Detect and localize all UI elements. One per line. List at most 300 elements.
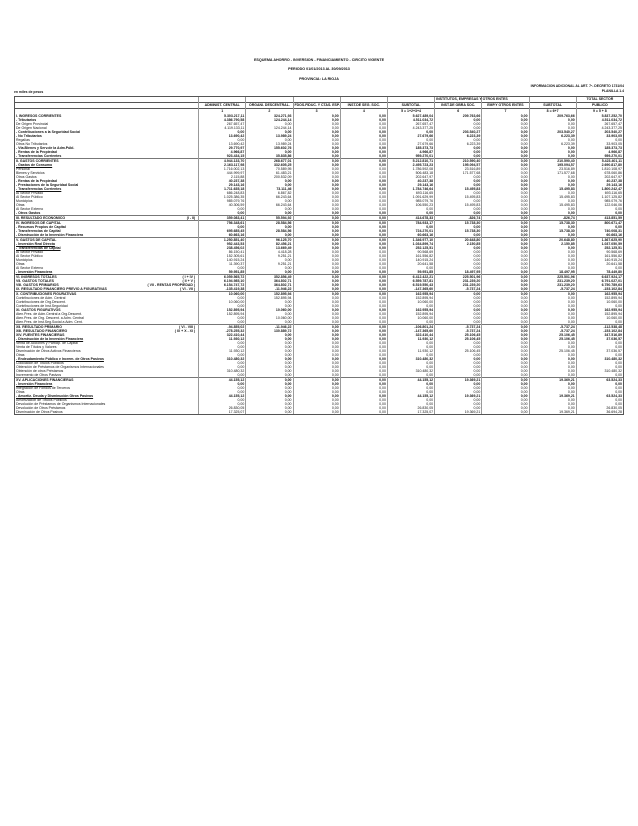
- value-cell: 0,00: [482, 270, 529, 275]
- value-cell: 28.584,56: [246, 221, 293, 226]
- value-cell: 0,00: [246, 233, 293, 238]
- value-cell: 0,00: [340, 179, 387, 183]
- value-cell: 200.532,09: [246, 175, 293, 179]
- value-cell: 0,00: [293, 211, 340, 216]
- value-cell: 0,00: [340, 320, 387, 325]
- value-cell: 0,00: [529, 258, 576, 262]
- row-formula: (I - II): [186, 216, 196, 220]
- value-cell: 0,00: [482, 345, 529, 349]
- value-cell: 0,00: [482, 349, 529, 353]
- value-cell: 15.495,83: [529, 203, 576, 207]
- row-label-text: VII. GASTOS TOTALES: [16, 279, 54, 283]
- value-cell: 0,00: [576, 398, 623, 402]
- value-cell: 0,00: [340, 382, 387, 386]
- row-label-text: Devolución de Préstamos de Organismos Internacionales: [16, 402, 106, 406]
- value-cell: 15.495,83: [529, 187, 576, 191]
- value-cell: 0,00: [482, 163, 529, 167]
- value-cell: 0,00: [340, 242, 387, 246]
- row-label-text: Otros Gastos: [16, 175, 37, 179]
- value-cell: 152.895,94: [576, 296, 623, 300]
- value-cell: 0,00: [482, 262, 529, 266]
- value-cell: 0,00: [246, 390, 293, 394]
- value-cell: 0,00: [576, 304, 623, 308]
- value-cell: 1.346.977,10: [387, 238, 434, 243]
- row-label-text: - Disminución de la Inversión Financiera: [16, 337, 84, 341]
- value-cell: 0,00: [293, 402, 340, 406]
- value-cell: 0,00: [435, 233, 482, 238]
- value-cell: 0,00: [482, 312, 529, 316]
- value-cell: 20.641,58: [576, 262, 623, 266]
- value-cell: 1.784.746,64: [387, 187, 434, 191]
- value-cell: 0,00: [199, 211, 246, 216]
- value-cell: 0,00: [340, 154, 387, 159]
- value-cell: 0,00: [293, 386, 340, 390]
- value-cell: 0,00: [293, 398, 340, 402]
- value-cell: 0,00: [529, 183, 576, 187]
- value-cell: 0,00: [435, 179, 482, 183]
- value-cell: 15.738,30: [529, 221, 576, 226]
- value-cell: 0,00: [387, 373, 434, 378]
- value-cell: 0,00: [340, 225, 387, 229]
- value-cell: 0,00: [199, 207, 246, 211]
- row-label-text: VIII. GASTOS PRIMARIOS: [16, 283, 59, 287]
- value-cell: 0,00: [435, 398, 482, 402]
- value-cell: 0,00: [482, 138, 529, 142]
- value-cell: 0,00: [529, 246, 576, 250]
- value-cell: 122.046,06: [576, 203, 623, 207]
- value-cell: 0,00: [482, 258, 529, 262]
- value-cell: 0,00: [435, 345, 482, 349]
- value-cell: 0,00: [435, 246, 482, 250]
- value-cell: 0,00: [529, 312, 576, 316]
- value-cell: 6.412.422,21: [387, 275, 434, 280]
- value-cell: 0,00: [340, 296, 387, 300]
- value-cell: 209.763,66: [529, 114, 576, 118]
- value-cell: 0,00: [293, 225, 340, 229]
- value-cell: 0,00: [435, 312, 482, 316]
- value-cell: 0,00: [340, 402, 387, 406]
- value-cell: 0,00: [293, 122, 340, 126]
- value-cell: 2.495.723,23: [387, 163, 434, 167]
- value-cell: 0,00: [340, 167, 387, 171]
- value-cell: 44.155,12: [199, 394, 246, 398]
- value-cell: 0,00: [482, 179, 529, 183]
- value-cell: 11.930,12: [387, 349, 434, 353]
- value-cell: 0,00: [246, 398, 293, 402]
- value-cell: 0,00: [529, 390, 576, 394]
- row-label-text: II. GASTOS CORRIENTES: [16, 159, 59, 163]
- value-cell: 0,00: [482, 337, 529, 341]
- value-cell: 0,00: [246, 410, 293, 415]
- value-cell: 40.306,59: [199, 203, 246, 207]
- value-cell: 0,00: [246, 353, 293, 357]
- value-cell: 0,00: [340, 199, 387, 203]
- value-cell: 0,00: [199, 130, 246, 134]
- report-province: PROVINCIA: LA RIOJA: [299, 77, 339, 81]
- row-label-text: - Contribuciones a la Seguridad Social: [16, 130, 80, 134]
- value-cell: 985.079,76: [576, 199, 623, 203]
- value-cell: 10.060,00: [199, 300, 246, 304]
- value-cell: 0,00: [435, 250, 482, 254]
- value-cell: 0,00: [246, 266, 293, 270]
- value-cell: 0,00: [529, 402, 576, 406]
- value-cell: 0,00: [340, 203, 387, 207]
- value-cell: 0,00: [293, 262, 340, 266]
- value-cell: 693.116,65: [576, 191, 623, 195]
- value-cell: 0,00: [482, 211, 529, 216]
- row-label-text: Venta de Acciones y Particip. de Capital: [16, 341, 78, 345]
- value-cell: 86.150,41: [199, 250, 246, 254]
- value-cell: 332.605,25: [246, 163, 293, 167]
- value-cell: 0,00: [340, 270, 387, 275]
- value-cell: 0,00: [293, 329, 340, 333]
- value-cell: 11.930,12: [199, 349, 246, 353]
- value-cell: 0,00: [340, 337, 387, 341]
- value-cell: 0,00: [340, 138, 387, 142]
- value-cell: 0,00: [482, 207, 529, 211]
- row-label-text: I. INGRESOS CORRIENTES: [16, 114, 62, 118]
- value-cell: 0,00: [529, 316, 576, 320]
- row-label-text: XV. APLICACIONES FINANCIERAS: [16, 378, 74, 382]
- value-cell: 19.369,21: [435, 378, 482, 383]
- value-cell: 0,00: [340, 146, 387, 150]
- value-cell: 0,00: [340, 316, 387, 320]
- value-cell: 0,00: [293, 357, 340, 361]
- value-cell: 0,00: [482, 369, 529, 373]
- row-label-text: Al Sector Público: [16, 195, 43, 199]
- value-cell: 0,00: [529, 345, 576, 349]
- value-cell: 11.390,37: [199, 262, 246, 266]
- row-label-text: Colocación de Títulos Públicos: [16, 361, 64, 365]
- value-cell: 0,00: [435, 296, 482, 300]
- value-cell: 6.791.027,01: [576, 279, 623, 283]
- value-cell: 0,00: [340, 357, 387, 361]
- value-cell: 0,00: [482, 320, 529, 325]
- value-cell: 0,00: [340, 258, 387, 262]
- value-cell: 0,00: [529, 118, 576, 122]
- value-cell: 106.550,23: [387, 203, 434, 207]
- value-cell: 0,00: [529, 292, 576, 297]
- value-cell: 0,00: [387, 386, 434, 390]
- value-cell: 4.966,87: [387, 150, 434, 154]
- value-cell: 0,00: [387, 382, 434, 386]
- value-cell: -5.737,24: [435, 325, 482, 330]
- value-cell: 19.369,21: [529, 378, 576, 383]
- value-cell: -147.365,60: [387, 287, 434, 292]
- value-cell: 0,00: [199, 320, 246, 325]
- value-cell: 1.250.851,40: [199, 238, 246, 243]
- value-cell: 2.690.817,80: [576, 163, 623, 167]
- value-cell: 124.244,14: [246, 118, 293, 122]
- value-cell: 0,00: [293, 296, 340, 300]
- value-cell: 0,00: [340, 187, 387, 191]
- value-cell: 15.495,83: [435, 195, 482, 199]
- value-cell: 0,00: [529, 150, 576, 154]
- value-cell: 15.738,30: [435, 221, 482, 226]
- value-cell: 0,00: [435, 138, 482, 142]
- value-cell: 1.367.625,90: [576, 238, 623, 243]
- value-cell: 0,00: [246, 320, 293, 325]
- value-cell: 0,00: [293, 154, 340, 159]
- value-cell: 25.106,45: [529, 333, 576, 337]
- value-cell: 0,00: [482, 398, 529, 402]
- value-cell: 203.540,27: [435, 130, 482, 134]
- value-cell: 0,00: [340, 266, 387, 270]
- column-header: EMP.Y OTROS ENTES: [482, 103, 529, 109]
- value-cell: 0,00: [482, 142, 529, 146]
- value-cell: 0,00: [529, 199, 576, 203]
- value-cell: 140.915,24: [387, 258, 434, 262]
- report-title: ESQUEMA AHORRO - INVERSION - FINANCIAMIENTO - CIRCITO VIGENTE: [253, 58, 385, 62]
- value-cell: 0,00: [387, 398, 434, 402]
- row-formula: ( VI - VIII ): [179, 325, 196, 329]
- value-cell: 0,00: [529, 296, 576, 300]
- value-cell: 18.497,95: [529, 270, 576, 275]
- value-cell: 210.590,40: [435, 159, 482, 164]
- value-cell: 310.480,32: [576, 357, 623, 361]
- value-cell: 0,00: [529, 304, 576, 308]
- row-label-text: VI. INGRESOS TOTALES: [16, 275, 57, 279]
- value-cell: 0,00: [387, 345, 434, 349]
- value-cell: 0,00: [293, 300, 340, 304]
- value-cell: 26.830,05: [387, 406, 434, 410]
- value-cell: 0,00: [435, 207, 482, 211]
- value-cell: 0,00: [529, 179, 576, 183]
- value-cell: -5.737,24: [435, 329, 482, 333]
- value-cell: -5.737,24: [529, 287, 576, 292]
- value-cell: 0,00: [529, 207, 576, 211]
- value-cell: 15.495,83: [435, 203, 482, 207]
- value-cell: 152.895,94: [246, 292, 293, 297]
- value-cell: 59.951,85: [387, 270, 434, 275]
- value-cell: 6.154.747,72: [199, 283, 246, 287]
- value-cell: 0,00: [199, 390, 246, 394]
- value-cell: 0,00: [293, 378, 340, 383]
- row-label-text: - Transferencias Corrientes: [16, 154, 62, 158]
- value-cell: 0,00: [340, 191, 387, 195]
- value-cell: 0,00: [482, 216, 529, 221]
- value-cell: 23.516,89: [529, 167, 576, 171]
- column-header: FDOS.FIDUC. Y CTAS. ESP.: [294, 103, 340, 107]
- value-cell: 0,00: [340, 275, 387, 280]
- value-cell: 238.456,02: [199, 246, 246, 250]
- value-cell: 0,00: [576, 211, 623, 216]
- value-cell: 693.116,65: [387, 191, 434, 195]
- value-cell: 0,00: [435, 320, 482, 325]
- value-cell: 0,00: [340, 159, 387, 164]
- value-cell: 0,00: [529, 191, 576, 195]
- value-cell: 2.150,85: [435, 242, 482, 246]
- value-cell: 90.568,69: [576, 250, 623, 254]
- value-cell: 10.060,00: [246, 316, 293, 320]
- value-cell: 4.243.377,25: [387, 126, 434, 130]
- value-cell: 0,00: [435, 361, 482, 365]
- value-cell: 90.568,69: [387, 250, 434, 254]
- row-label-text: Obtención de otros Préstamos: [16, 369, 64, 373]
- value-cell: 10.060,00: [387, 300, 434, 304]
- value-cell: 0,00: [246, 337, 293, 341]
- value-cell: 444.999,97: [199, 171, 246, 175]
- value-cell: 29.143,16: [576, 183, 623, 187]
- value-cell: 0,00: [246, 349, 293, 353]
- row-label-text: - Rentas de la Propiedad: [16, 179, 57, 183]
- value-cell: 209.763,66: [435, 114, 482, 118]
- value-cell: 0,00: [387, 211, 434, 216]
- value-cell: 0,00: [246, 179, 293, 183]
- value-cell: 0,00: [435, 304, 482, 308]
- value-cell: 0,00: [529, 373, 576, 378]
- value-cell: 324.271,93: [246, 114, 293, 118]
- column-header: PUBLICO: [576, 103, 623, 109]
- value-cell: 0,00: [340, 195, 387, 199]
- value-cell: 140.915,24: [199, 258, 246, 262]
- value-cell: 0,00: [246, 361, 293, 365]
- row-label-text: Disminución de Otros Pasivos: [16, 410, 63, 414]
- value-cell: 0,00: [576, 138, 623, 142]
- value-cell: 756.348,61: [199, 221, 246, 226]
- value-cell: 0,00: [246, 357, 293, 361]
- value-cell: 10.060,00: [576, 316, 623, 320]
- value-cell: 0,00: [482, 126, 529, 130]
- value-cell: 322.410,44: [387, 333, 434, 337]
- value-cell: 13.989,24: [246, 134, 293, 138]
- value-cell: 0,00: [340, 233, 387, 238]
- value-cell: 55.594,92: [246, 216, 293, 221]
- value-cell: 13.669,49: [246, 246, 293, 250]
- value-cell: 0,00: [199, 353, 246, 357]
- value-cell: 0,00: [435, 382, 482, 386]
- value-cell: 19.369,21: [529, 394, 576, 398]
- value-cell: 0,00: [293, 250, 340, 254]
- value-cell: 0,00: [435, 126, 482, 130]
- value-cell: 0,00: [529, 175, 576, 179]
- value-cell: 0,00: [435, 175, 482, 179]
- value-cell: 0,00: [293, 179, 340, 183]
- column-header: ADMINIST. CENTRAL: [199, 103, 246, 109]
- value-cell: 162.955,94: [576, 292, 623, 297]
- value-cell: -5.737,24: [529, 329, 576, 333]
- value-cell: 17.325,07: [387, 410, 434, 415]
- value-cell: 0,00: [435, 357, 482, 361]
- value-cell: 0,00: [482, 279, 529, 283]
- value-cell: 252.125,51: [387, 246, 434, 250]
- value-cell: 152.895,94: [199, 308, 246, 312]
- value-cell: -153.102,84: [576, 287, 623, 292]
- value-cell: 130.889,72: [246, 329, 293, 333]
- value-cell: 29.770,97: [199, 146, 246, 150]
- value-cell: 0,00: [435, 191, 482, 195]
- value-cell: 0,00: [482, 300, 529, 304]
- value-cell: 0,00: [246, 183, 293, 187]
- row-label-text: Disminución de Otros Activos Financieros: [16, 349, 81, 353]
- value-cell: 203.540,27: [529, 130, 576, 134]
- row-label-text: - Tributarios: [16, 118, 37, 122]
- value-cell: 152.895,94: [387, 296, 434, 300]
- row-label-text: XI. GASTOS FIGURATIVOS: [16, 308, 61, 312]
- column-header: SUBTOTAL: [529, 103, 576, 109]
- value-cell: 0,00: [293, 325, 340, 330]
- value-cell: 0,00: [435, 406, 482, 410]
- value-cell: 0,00: [435, 300, 482, 304]
- value-cell: 267.657,47: [576, 122, 623, 126]
- value-cell: 0,00: [199, 365, 246, 369]
- value-cell: 985.079,76: [199, 199, 246, 203]
- value-cell: 0,00: [482, 325, 529, 330]
- value-cell: 0,00: [293, 114, 340, 118]
- value-cell: 0,00: [293, 246, 340, 250]
- value-cell: 5.212.810,71: [387, 159, 434, 164]
- value-cell: 0,00: [340, 394, 387, 398]
- value-cell: 6.867,82: [246, 191, 293, 195]
- value-cell: 352.856,49: [246, 275, 293, 280]
- row-formula: ( VI - VII ): [180, 287, 196, 291]
- value-cell: 44.155,12: [387, 378, 434, 383]
- value-cell: 0,00: [293, 382, 340, 386]
- value-cell: 15.495,83: [529, 195, 576, 199]
- value-cell: 678.060,86: [576, 171, 623, 175]
- value-cell: 0,00: [482, 287, 529, 292]
- value-cell: 0,00: [246, 225, 293, 229]
- value-cell: 0,00: [482, 159, 529, 164]
- row-label-text: - Inversión Real Directa: [16, 242, 55, 246]
- row-label-text: III. RESULTADO ECONOMICO: [16, 216, 66, 220]
- value-cell: 0,00: [435, 390, 482, 394]
- value-cell: 0,00: [482, 410, 529, 415]
- value-cell: 152.895,94: [576, 312, 623, 316]
- value-cell: 0,00: [482, 390, 529, 394]
- value-cell: 36.694,28: [576, 410, 623, 415]
- value-cell: 0,00: [199, 316, 246, 320]
- value-cell: -112.538,48: [576, 325, 623, 330]
- value-cell: 185.373,73: [387, 146, 434, 150]
- value-cell: 0,00: [340, 254, 387, 258]
- value-cell: 1.037.050,59: [576, 242, 623, 246]
- value-cell: 0,00: [482, 353, 529, 357]
- value-cell: 73.111,46: [246, 187, 293, 191]
- row-label-text: Contribuciones de Adm. Central: [16, 296, 66, 300]
- value-cell: 10.060,00: [576, 300, 623, 304]
- value-cell: 0,00: [293, 187, 340, 191]
- value-cell: 29.143,16: [199, 183, 246, 187]
- value-cell: -11.946,22: [246, 287, 293, 292]
- value-cell: 61.483,21: [246, 171, 293, 175]
- value-cell: 0,00: [293, 191, 340, 195]
- value-cell: 0,00: [340, 406, 387, 410]
- row-label-text: - Transferencias de Capital: [16, 229, 61, 233]
- value-cell: 33.903,05: [576, 134, 623, 138]
- row-label-text: Aten.Pres. de Adm.Central a Org.Descent.: [16, 312, 82, 316]
- value-cell: 0,00: [576, 373, 623, 378]
- value-cell: 1.025.386,35: [199, 195, 246, 199]
- value-cell: 20.641,58: [387, 262, 434, 266]
- value-cell: 0,00: [482, 304, 529, 308]
- value-cell: 0,00: [293, 394, 340, 398]
- value-cell: 0,00: [387, 304, 434, 308]
- value-cell: 0,00: [340, 142, 387, 146]
- value-cell: 0,00: [576, 345, 623, 349]
- value-cell: 0,00: [482, 114, 529, 118]
- value-cell: 0,00: [387, 353, 434, 357]
- value-cell: 152.895,94: [199, 312, 246, 316]
- row-label-text: IX. RESULTADO FINANCIERO PREVIO A FIGURATIVAS: [16, 287, 107, 291]
- row-label-text: Municipios: [16, 199, 33, 203]
- value-cell: 0,00: [482, 296, 529, 300]
- value-cell: 0,00: [340, 386, 387, 390]
- value-cell: 0,00: [340, 349, 387, 353]
- value-cell: 0,00: [340, 378, 387, 383]
- value-cell: 195.094,57: [529, 163, 576, 167]
- info-note: INFORMACION ADICIONAL AL ART. 7º- DECRETO 1731/04: [530, 84, 624, 88]
